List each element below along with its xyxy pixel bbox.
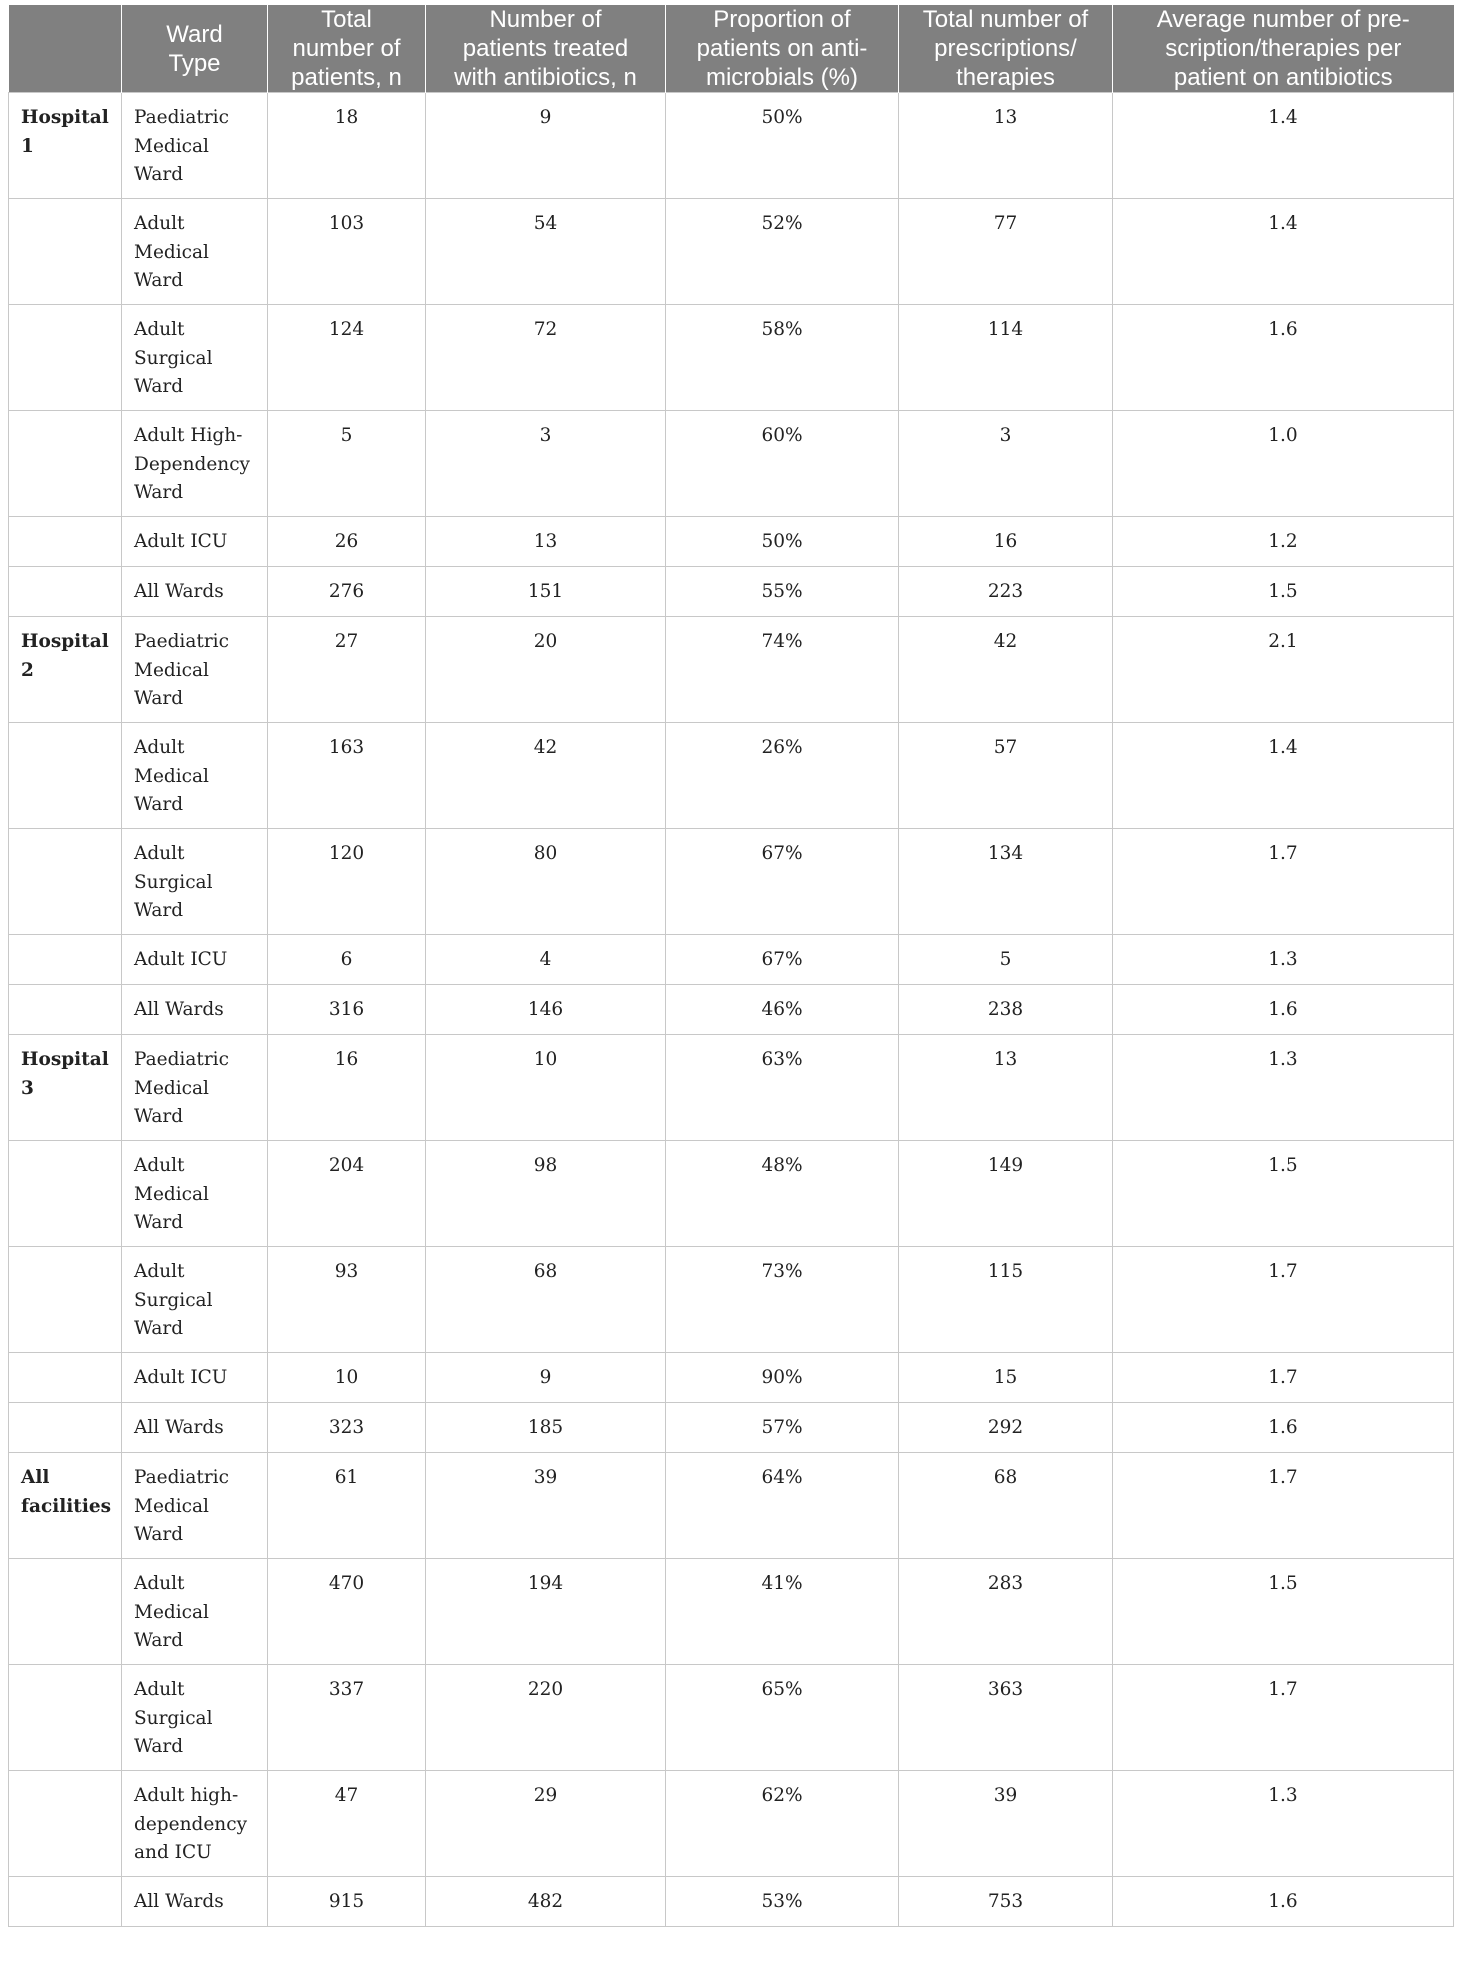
- cell-prescriptions: 15: [899, 1353, 1113, 1403]
- cell-total-patients: 10: [268, 1353, 426, 1403]
- cell-total-patients: 323: [268, 1403, 426, 1453]
- cell-patients-treated: 482: [426, 1877, 666, 1927]
- cell-ward-type: Paediatric Medical Ward: [122, 93, 268, 199]
- table-row: [9, 411, 1454, 517]
- cell-total-patients: 120: [268, 829, 426, 935]
- cell-patients-treated: 151: [426, 567, 666, 617]
- cell-prescriptions: 134: [899, 829, 1113, 935]
- cell-prescriptions: 238: [899, 985, 1113, 1035]
- cell-patients-treated: 72: [426, 305, 666, 411]
- cell-ward-type: All Wards: [122, 1877, 268, 1927]
- cell-total-patients: 26: [268, 517, 426, 567]
- cell-average: 1.4: [1113, 93, 1454, 199]
- cell-patients-treated: 98: [426, 1141, 666, 1247]
- cell-prescriptions: 283: [899, 1559, 1113, 1665]
- cell-proportion: 50%: [666, 93, 899, 199]
- header-total-patients: Total number of patients, n: [268, 5, 426, 93]
- cell-proportion: 62%: [666, 1771, 899, 1877]
- cell-proportion: 50%: [666, 517, 899, 567]
- table-row: [9, 1141, 1454, 1247]
- cell-prescriptions: 223: [899, 567, 1113, 617]
- table-row: [9, 723, 1454, 829]
- cell-total-patients: 103: [268, 199, 426, 305]
- cell-hospital: Hospital 2: [9, 617, 122, 723]
- table-row: [9, 93, 1454, 199]
- cell-patients-treated: 54: [426, 199, 666, 305]
- antibiotic-usage-table: [8, 5, 1454, 1927]
- header-proportion: Proportion of patients on anti- microbials (%): [666, 5, 899, 93]
- cell-patients-treated: 42: [426, 723, 666, 829]
- cell-total-patients: 470: [268, 1559, 426, 1665]
- cell-total-patients: 18: [268, 93, 426, 199]
- header-ward-type: Ward Type: [122, 5, 268, 93]
- cell-hospital: [9, 1665, 122, 1771]
- table-row: [9, 1035, 1454, 1141]
- cell-hospital: [9, 199, 122, 305]
- cell-ward-type: Adult Surgical Ward: [122, 829, 268, 935]
- cell-patients-treated: 146: [426, 985, 666, 1035]
- cell-patients-treated: 185: [426, 1403, 666, 1453]
- cell-average: 1.7: [1113, 1247, 1454, 1353]
- cell-average: 1.4: [1113, 723, 1454, 829]
- cell-prescriptions: 114: [899, 305, 1113, 411]
- header-prescriptions: Total number of prescriptions/ therapies: [899, 5, 1113, 93]
- cell-hospital: [9, 305, 122, 411]
- cell-proportion: 74%: [666, 617, 899, 723]
- header-row: [9, 5, 1454, 93]
- cell-proportion: 64%: [666, 1453, 899, 1559]
- cell-ward-type: All Wards: [122, 985, 268, 1035]
- cell-hospital: [9, 1247, 122, 1353]
- cell-prescriptions: 57: [899, 723, 1113, 829]
- table-body: [9, 93, 1454, 1927]
- cell-average: 1.5: [1113, 567, 1454, 617]
- cell-prescriptions: 292: [899, 1403, 1113, 1453]
- cell-average: 1.6: [1113, 985, 1454, 1035]
- cell-average: 1.7: [1113, 1665, 1454, 1771]
- cell-average: 2.1: [1113, 617, 1454, 723]
- cell-total-patients: 27: [268, 617, 426, 723]
- cell-hospital: [9, 1559, 122, 1665]
- cell-total-patients: 16: [268, 1035, 426, 1141]
- cell-patients-treated: 9: [426, 1353, 666, 1403]
- cell-ward-type: Adult ICU: [122, 1353, 268, 1403]
- cell-total-patients: 47: [268, 1771, 426, 1877]
- table-row: [9, 829, 1454, 935]
- cell-prescriptions: 13: [899, 1035, 1113, 1141]
- cell-average: 1.5: [1113, 1559, 1454, 1665]
- cell-ward-type: Adult Medical Ward: [122, 723, 268, 829]
- cell-average: 1.3: [1113, 1771, 1454, 1877]
- cell-proportion: 41%: [666, 1559, 899, 1665]
- cell-total-patients: 6: [268, 935, 426, 985]
- cell-hospital: Hospital 1: [9, 93, 122, 199]
- cell-patients-treated: 10: [426, 1035, 666, 1141]
- cell-total-patients: 93: [268, 1247, 426, 1353]
- table-row: [9, 1771, 1454, 1877]
- cell-hospital: [9, 985, 122, 1035]
- cell-total-patients: 163: [268, 723, 426, 829]
- table-row: [9, 1665, 1454, 1771]
- cell-prescriptions: 77: [899, 199, 1113, 305]
- table-row: [9, 617, 1454, 723]
- cell-patients-treated: 68: [426, 1247, 666, 1353]
- cell-total-patients: 316: [268, 985, 426, 1035]
- cell-patients-treated: 29: [426, 1771, 666, 1877]
- cell-patients-treated: 220: [426, 1665, 666, 1771]
- cell-patients-treated: 194: [426, 1559, 666, 1665]
- cell-average: 1.4: [1113, 199, 1454, 305]
- cell-hospital: [9, 829, 122, 935]
- cell-prescriptions: 16: [899, 517, 1113, 567]
- table-row: [9, 1559, 1454, 1665]
- table-row: [9, 567, 1454, 617]
- cell-proportion: 26%: [666, 723, 899, 829]
- cell-prescriptions: 149: [899, 1141, 1113, 1247]
- cell-ward-type: Adult ICU: [122, 935, 268, 985]
- cell-average: 1.6: [1113, 305, 1454, 411]
- cell-ward-type: Adult high- dependency and ICU: [122, 1771, 268, 1877]
- table-row: [9, 1877, 1454, 1927]
- cell-patients-treated: 4: [426, 935, 666, 985]
- cell-average: 1.0: [1113, 411, 1454, 517]
- cell-patients-treated: 3: [426, 411, 666, 517]
- cell-proportion: 57%: [666, 1403, 899, 1453]
- cell-average: 1.7: [1113, 1353, 1454, 1403]
- table-header: [9, 5, 1454, 93]
- cell-hospital: [9, 935, 122, 985]
- table-row: [9, 199, 1454, 305]
- cell-ward-type: Paediatric Medical Ward: [122, 617, 268, 723]
- cell-proportion: 53%: [666, 1877, 899, 1927]
- cell-prescriptions: 363: [899, 1665, 1113, 1771]
- cell-ward-type: Adult Surgical Ward: [122, 305, 268, 411]
- cell-hospital: [9, 411, 122, 517]
- cell-proportion: 58%: [666, 305, 899, 411]
- cell-ward-type: Adult Medical Ward: [122, 1141, 268, 1247]
- cell-prescriptions: 115: [899, 1247, 1113, 1353]
- cell-hospital: [9, 1141, 122, 1247]
- cell-average: 1.2: [1113, 517, 1454, 567]
- cell-ward-type: Adult Medical Ward: [122, 1559, 268, 1665]
- cell-proportion: 48%: [666, 1141, 899, 1247]
- table-row: [9, 1353, 1454, 1403]
- cell-patients-treated: 9: [426, 93, 666, 199]
- cell-ward-type: Adult ICU: [122, 517, 268, 567]
- cell-ward-type: All Wards: [122, 1403, 268, 1453]
- cell-prescriptions: 753: [899, 1877, 1113, 1927]
- cell-ward-type: Adult Surgical Ward: [122, 1247, 268, 1353]
- cell-ward-type: Adult Medical Ward: [122, 199, 268, 305]
- table-row: [9, 1453, 1454, 1559]
- cell-proportion: 73%: [666, 1247, 899, 1353]
- cell-ward-type: Adult Surgical Ward: [122, 1665, 268, 1771]
- cell-hospital: Hospital 3: [9, 1035, 122, 1141]
- cell-average: 1.3: [1113, 1035, 1454, 1141]
- cell-total-patients: 276: [268, 567, 426, 617]
- cell-total-patients: 124: [268, 305, 426, 411]
- cell-total-patients: 61: [268, 1453, 426, 1559]
- cell-prescriptions: 68: [899, 1453, 1113, 1559]
- cell-proportion: 67%: [666, 829, 899, 935]
- cell-total-patients: 204: [268, 1141, 426, 1247]
- cell-average: 1.6: [1113, 1403, 1454, 1453]
- header-group: [9, 5, 122, 93]
- cell-hospital: [9, 1771, 122, 1877]
- cell-patients-treated: 39: [426, 1453, 666, 1559]
- cell-prescriptions: 3: [899, 411, 1113, 517]
- cell-patients-treated: 20: [426, 617, 666, 723]
- table-row: [9, 1247, 1454, 1353]
- cell-prescriptions: 42: [899, 617, 1113, 723]
- cell-ward-type: All Wards: [122, 567, 268, 617]
- cell-average: 1.6: [1113, 1877, 1454, 1927]
- cell-patients-treated: 80: [426, 829, 666, 935]
- table-row: [9, 935, 1454, 985]
- cell-proportion: 65%: [666, 1665, 899, 1771]
- cell-ward-type: Adult High- Dependency Ward: [122, 411, 268, 517]
- header-average: Average number of pre- scription/therapies per patient on antibiotics: [1113, 5, 1454, 93]
- cell-patients-treated: 13: [426, 517, 666, 567]
- cell-prescriptions: 39: [899, 1771, 1113, 1877]
- cell-hospital: [9, 1877, 122, 1927]
- cell-hospital: [9, 1353, 122, 1403]
- cell-ward-type: Paediatric Medical Ward: [122, 1453, 268, 1559]
- cell-average: 1.7: [1113, 829, 1454, 935]
- cell-hospital: [9, 567, 122, 617]
- cell-hospital: [9, 1403, 122, 1453]
- cell-proportion: 60%: [666, 411, 899, 517]
- cell-proportion: 90%: [666, 1353, 899, 1403]
- cell-average: 1.5: [1113, 1141, 1454, 1247]
- header-patients-treated: Number of patients treated with antibiotics, n: [426, 5, 666, 93]
- cell-total-patients: 337: [268, 1665, 426, 1771]
- cell-proportion: 63%: [666, 1035, 899, 1141]
- table-row: [9, 305, 1454, 411]
- cell-proportion: 52%: [666, 199, 899, 305]
- cell-prescriptions: 13: [899, 93, 1113, 199]
- cell-total-patients: 915: [268, 1877, 426, 1927]
- cell-proportion: 55%: [666, 567, 899, 617]
- cell-prescriptions: 5: [899, 935, 1113, 985]
- cell-proportion: 67%: [666, 935, 899, 985]
- cell-average: 1.3: [1113, 935, 1454, 985]
- cell-proportion: 46%: [666, 985, 899, 1035]
- cell-hospital: [9, 517, 122, 567]
- cell-total-patients: 5: [268, 411, 426, 517]
- table-row: [9, 985, 1454, 1035]
- table-row: [9, 1403, 1454, 1453]
- cell-ward-type: Paediatric Medical Ward: [122, 1035, 268, 1141]
- cell-hospital: All facilities: [9, 1453, 122, 1559]
- cell-average: 1.7: [1113, 1453, 1454, 1559]
- cell-hospital: [9, 723, 122, 829]
- table-row: [9, 517, 1454, 567]
